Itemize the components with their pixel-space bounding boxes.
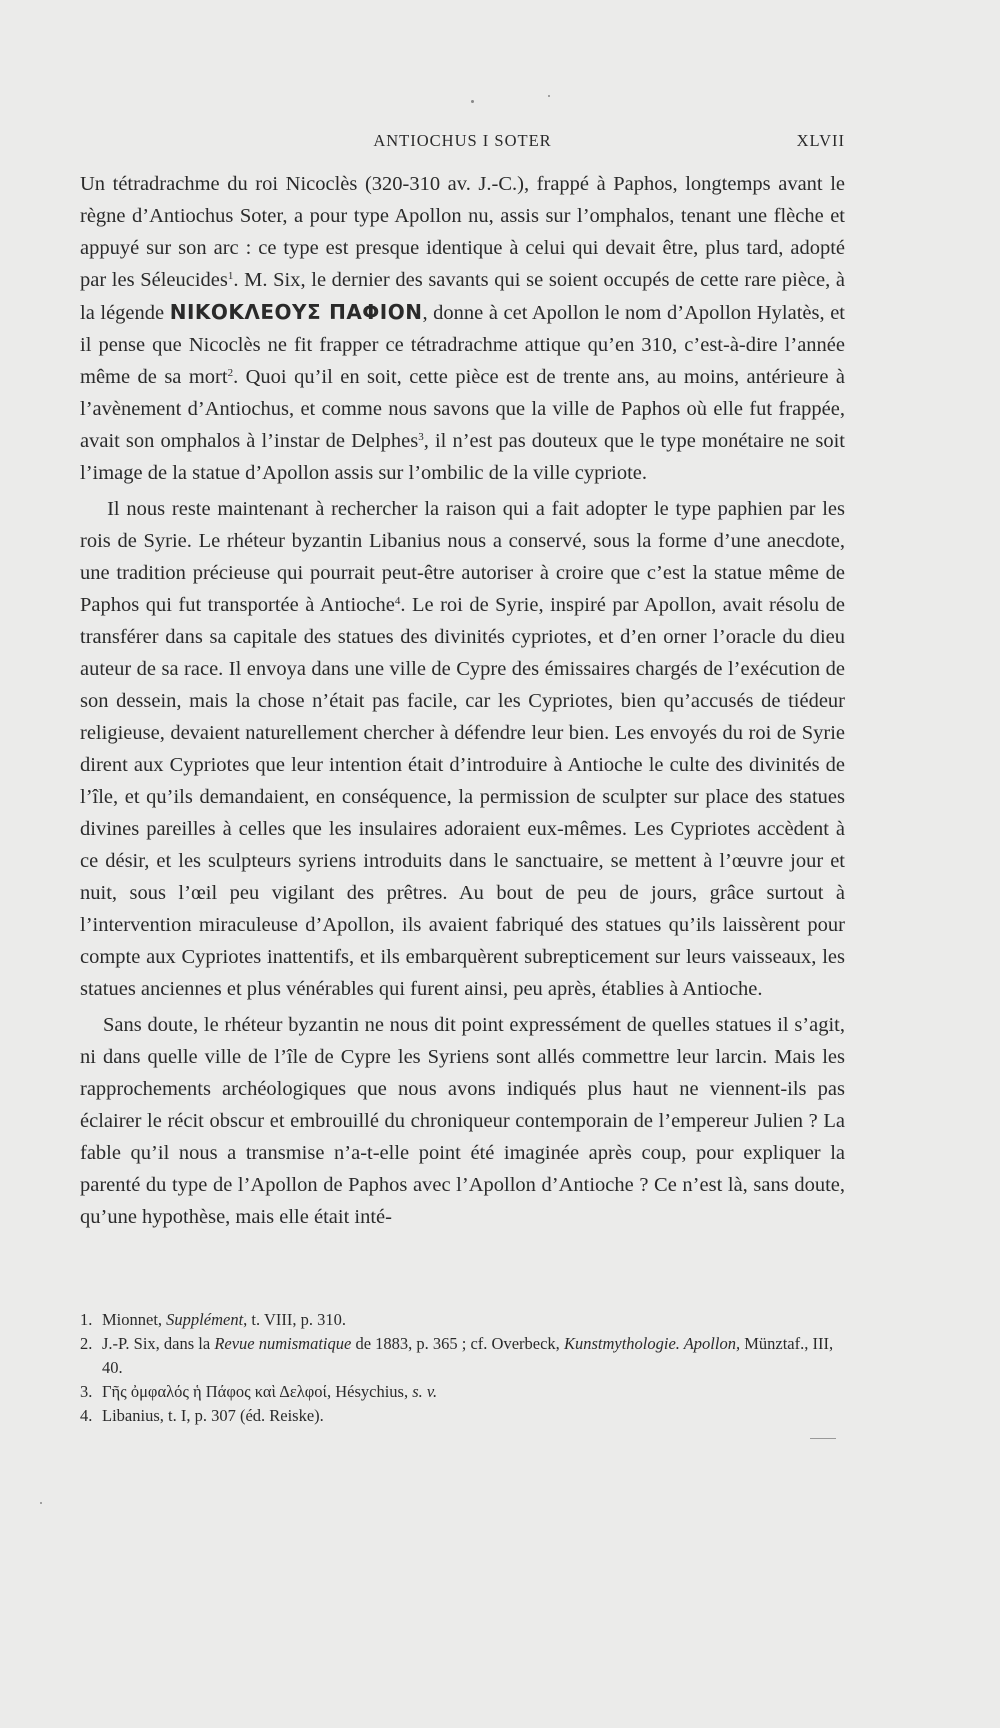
- footnote-number: 4.: [80, 1406, 93, 1425]
- paragraph-2-text-a: Il nous reste maintenant à rechercher la raison qui a fait adopter le type paphien par les rois de Syrie. Le rhéteur byzantin Libanius nous a conservé, sous la forme d’une anecdote, une tradition précieuse qui pourrait peut-être autoriser à croire que c’est la statue même de Paphos qui fut transportée à Antioche: [80, 498, 846, 616]
- footnote-italic: Supplément: [166, 1310, 244, 1329]
- paragraph-3: [80, 1009, 845, 1233]
- footnotes: [80, 1308, 845, 1428]
- footnote-text: Münztaf., III, 40.: [102, 1334, 834, 1377]
- footnote-text: Γῆς ὀμφαλός ἡ Πάφος καὶ Δελφοί, Hésychius,: [102, 1382, 413, 1401]
- running-title: ANTIOCHUS I SOTER: [373, 131, 552, 150]
- footnote-ref-1: 1: [227, 270, 234, 282]
- paragraph-1-text-b: . M. Six, le dernier des savants qui se soient occupés de cette rare pièce, à la légende: [80, 269, 845, 324]
- footnote-ref-4: 4: [394, 595, 401, 607]
- footnote-text: Mionnet,: [102, 1310, 167, 1329]
- footnote-3: [80, 1380, 845, 1404]
- greek-legend: ΝΙΚΟΚΛΕΟΥΣ ΠΑΦΙΟΝ: [169, 300, 423, 324]
- paper-mark: [810, 1438, 836, 1439]
- footnote-text: , t. VIII, p. 310.: [243, 1310, 346, 1329]
- footnote-ref-2: 2: [227, 367, 234, 379]
- paragraph-1-text-d: . Quoi qu’il en soit, cette pièce est de trente ans, au moins, antérieure à l’avènement d’Antiochus, et comme nous savons que la ville de Paphos où elle fut frappée, avait son omphalos à l’instar de Delphes: [80, 366, 845, 452]
- paragraph-1: [80, 168, 845, 489]
- footnote-number: 1.: [80, 1310, 93, 1329]
- footnote-1: [80, 1308, 845, 1332]
- footnote-4: [80, 1404, 845, 1428]
- footnote-number: 3.: [80, 1382, 93, 1401]
- paragraph-1-text-c: , donne à cet Apollon le nom d’Apollon Hylatès, et il pense que Nicoclès ne fit frapper ce tétradrachme attique qu’en 310, c’est-à-dire l’année même de sa mort: [80, 302, 845, 388]
- footnote-italic: Revue numismatique: [214, 1334, 352, 1353]
- body-text: [80, 168, 845, 1237]
- footnote-italic: Kunstmythologie. Apollon,: [563, 1334, 741, 1353]
- paragraph-1-text-e: , il n’est pas douteux que le type monétaire ne soit l’image de la statue d’Apollon assis sur l’ombilic de la ville cypriote.: [80, 430, 845, 484]
- footnote-text: J.-P. Six, dans la: [102, 1334, 215, 1353]
- footnote-italic: s. v.: [412, 1382, 438, 1401]
- running-head: [80, 131, 845, 155]
- footnote-text: de 1883, p. 365 ; cf. Overbeck,: [351, 1334, 564, 1353]
- footnote-number: 2.: [80, 1334, 93, 1353]
- paper-speck: [471, 100, 474, 103]
- paragraph-3-text: Sans doute, le rhéteur byzantin ne nous dit point expressément de quelles statues il s’agit, ni dans quelle ville de l’île de Cypre les Syriens sont allés commettre leur larcin. Mais les rapprochements archéologiques que nous avons indiqués plus haut ne viennent-ils pas éclairer le récit obscur et embrouillé du chroniqueur contemporain de l’empereur Julien ? La fable qu’il nous a transmise n’a-t-elle point été imaginée après coup, pour expliquer la parenté du type de l’Apollon de Paphos avec l’Apollon d’Antioche ? Ce n’est là, sans doute, qu’une hypothèse, mais elle était inté-: [80, 1014, 846, 1228]
- paragraph-2-text-b: . Le roi de Syrie, inspiré par Apollon, avait résolu de transférer dans sa capitale des statues des divinités cypriotes, et d’en orner l’oracle du dieu auteur de sa race. Il envoya dans une ville de Cypre des émissaires chargés de l’exécution de son dessein, mais la chose n’était pas facile, car les Cypriotes, bien qu’accusés de tiédeur religieuse, devaient naturellement chercher à défendre leur bien. Les envoyés du roi de Syrie dirent aux Cypriotes que leur intention était d’introduire à Antioche le culte des divinités de l’île, et qu’ils demandaient, en conséquence, la permission de sculpter sur place des statues divines pareilles à celles que les insulaires adoraient eux-mêmes. Les Cypriotes accèdent à ce désir, et les sculpteurs syriens introduits dans le sanctuaire, se mettent à l’œuvre jour et nuit, sous l’œil peu vigilant des prêtres. Au bout de peu de jours, grâce surtout à l’intervention miraculeuse d’Apollon, ils avaient fabriqué des statues qu’ils laissèrent pour compte aux Cypriotes inattentifs, et ils embarquèrent subrepticement sur leurs vaisseaux, les statues anciennes et plus vénérables qui furent ainsi, peu après, établies à Antioche.: [80, 594, 845, 1000]
- paper-speck: [548, 95, 550, 97]
- paper-speck: [40, 1502, 42, 1504]
- footnote-2: [80, 1332, 845, 1380]
- paragraph-2: [80, 493, 845, 1005]
- page-number: XLVII: [796, 131, 845, 150]
- paragraph-1-text-a: Un tétradrachme du roi Nicoclès (320-310 av. J.-C.), frappé à Paphos, longtemps avant le règne d’Antiochus Soter, a pour type Apollon nu, assis sur l’omphalos, tenant une flèche et appuyé sur son arc : ce type est presque identique à celui qui devait être, plus tard, adopté par les Séleucides: [80, 173, 845, 291]
- footnote-ref-3: 3: [418, 431, 424, 443]
- footnote-text: Libanius, t. I, p. 307 (éd. Reiske).: [102, 1406, 324, 1425]
